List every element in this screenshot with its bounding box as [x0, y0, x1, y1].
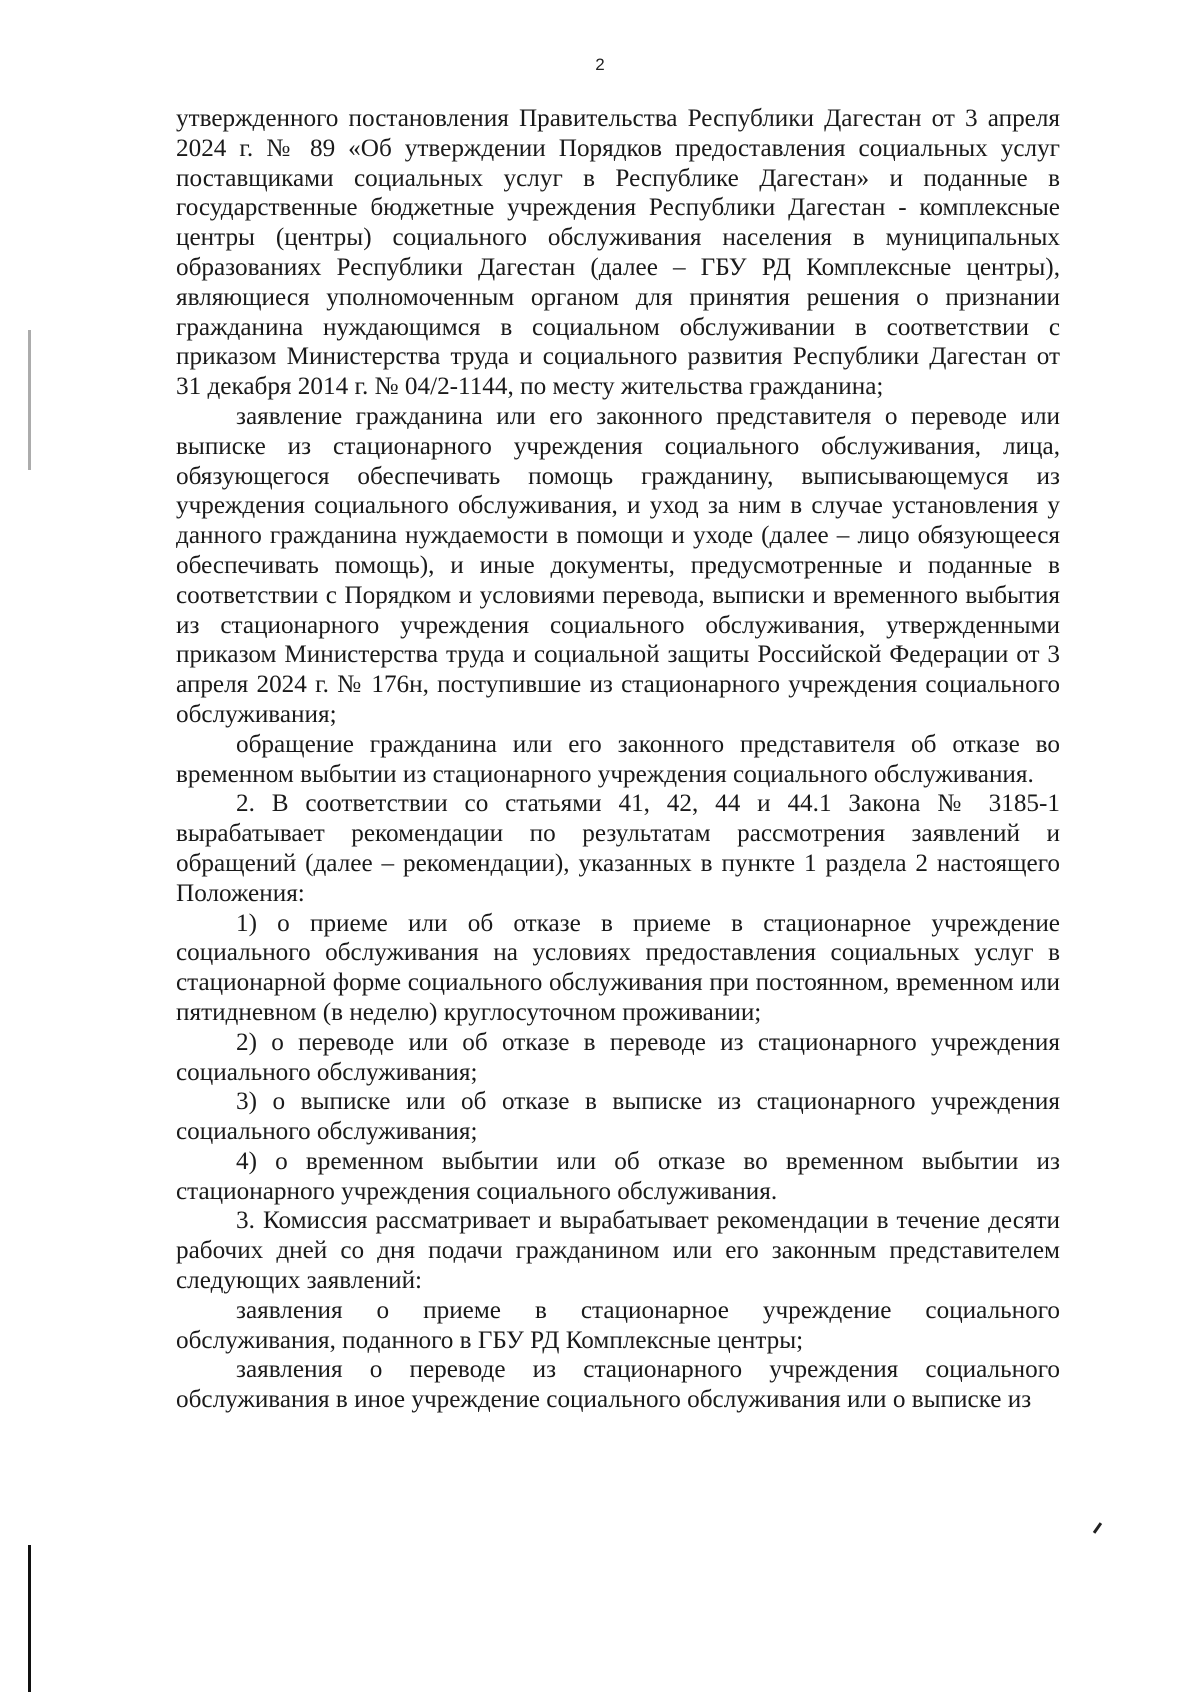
paragraph-refusal-appeal: обращение гражданина или его законного представителя об отказе во временном выбытии из стационарного учреждения социального обслуживания.: [176, 730, 1060, 788]
document-body: [176, 104, 1060, 1415]
list-item-1: 1) о приеме или об отказе в приеме в стационарное учреждение социального обслуживания на условиях предоставления социальных услуг в стационарной форме социального обслуживания при постоянном, временном или пятидневном (в неделю) круглосуточном проживании;: [176, 909, 1060, 1026]
paragraph-item-3: 3. Комиссия рассматривает и вырабатывает рекомендации в течение десяти рабочих дней со дня подачи гражданином или его законным представителем следующих заявлений:: [176, 1207, 1060, 1295]
scan-artifact-mark: [1093, 1522, 1102, 1534]
paragraph-item-2: 2. В соответствии со статьями 41, 42, 44 и 44.1 Закона № 3185-1 вырабатывает рекомендации по результатам рассмотрения заявлений и обращений (далее – рекомендации), указанных в пункте 1 раздела 2 настоящего Положения:: [176, 790, 1060, 907]
paragraph-continuation: утвержденного постановления Правительства Республики Дагестан от 3 апреля 2024 г. № 89 «Об утверждении Порядков предоставления социальных услуг поставщиками социальных услуг в Республике Дагестан» и поданные в государственные бюджетные учреждения Республики Дагестан - комплексные центры (центры) социального обслуживания населения в муниципальных образованиях Республики Дагестан (далее – ГБУ РД Комплексные центры), являющиеся уполномоченным органом для принятия решения о признании гражданина нуждающимся в социальном обслуживании в соответствии с приказом Министерства труда и социального развития Республики Дагестан от 31 декабря 2014 г. № 04/2-1144, по месту жительства гражданина;: [176, 105, 1060, 401]
scan-edge-line: [28, 1545, 31, 1692]
page-number: 2: [595, 55, 605, 74]
list-item-3: 3) о выписке или об отказе в выписке из стационарного учреждения социального обслуживания;: [176, 1088, 1060, 1146]
paragraph-admission-application: заявления о приеме в стационарное учреждение социального обслуживания, поданного в ГБУ РД Комплексные центры;: [176, 1296, 1060, 1354]
scan-edge-shadow: [28, 330, 31, 470]
list-item-2: 2) о переводе или об отказе в переводе из стационарного учреждения социального обслуживания;: [176, 1028, 1060, 1086]
paragraph-application-transfer: заявление гражданина или его законного представителя о переводе или выписке из стационарного учреждения социального обслуживания, лица, обязующегося обеспечивать помощь гражданину, выписывающемуся из учреждения социального обслуживания, и уход за ним в случае установления у данного гражданина нуждаемости в помощи и уходе (далее – лицо обязующееся обеспечивать помощь), и иные документы, предусмотренные и поданные в соответствии с Порядком и условиями перевода, выписки и временного выбытия из стационарного учреждения социального обслуживания, утвержденными приказом Министерства труда и социальной защиты Российской Федерации от 3 апреля 2024 г. № 176н, поступившие из стационарного учреждения социального обслуживания;: [176, 402, 1060, 728]
paragraph-transfer-application: заявления о переводе из стационарного учреждения социального обслуживания в иное учреждение социального обслуживания или о выписке из: [176, 1356, 1060, 1414]
list-item-4: 4) о временном выбытии или об отказе во временном выбытии из стационарного учреждения социального обслуживания.: [176, 1147, 1060, 1205]
